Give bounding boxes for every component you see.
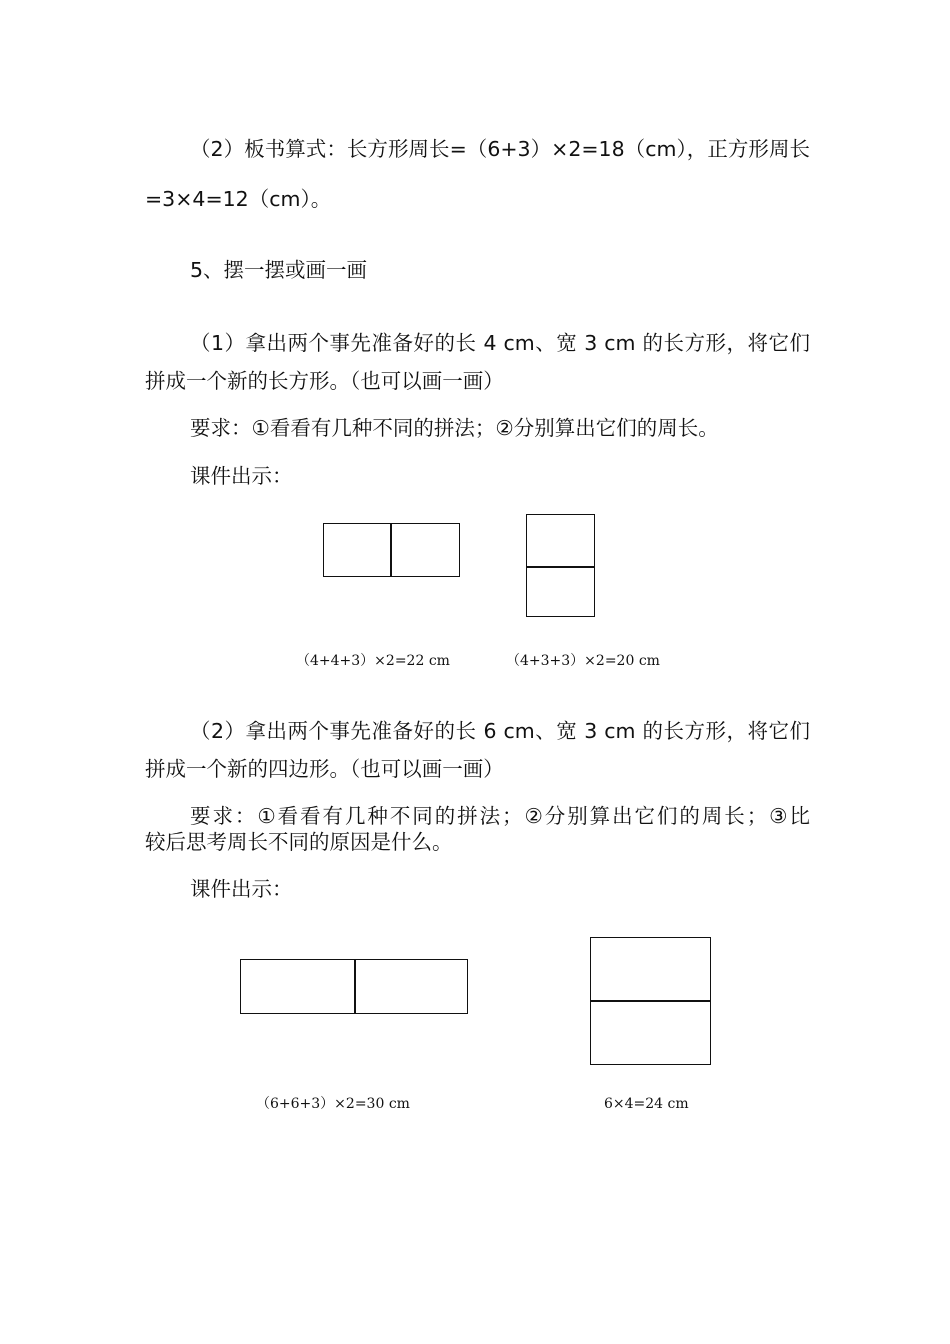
- part2-requirement-line-2: 较后思考周长不同的原因是什么。: [145, 830, 453, 854]
- part1-caption-left: （4+4+3）×2=22 cm: [296, 653, 450, 669]
- part1-caption-right: （4+3+3）×2=20 cm: [506, 653, 660, 669]
- combined-rectangle-outline: [323, 523, 460, 577]
- part2-caption-right: 6×4=24 cm: [604, 1096, 689, 1112]
- part2-caption-left: （6+6+3）×2=30 cm: [256, 1096, 410, 1112]
- rectangle-divider: [390, 523, 392, 577]
- rectangle-divider: [526, 566, 595, 568]
- part2-instruction-line-1: （2）拿出两个事先准备好的长 6 cm、宽 3 cm 的长方形，将它们: [190, 719, 810, 743]
- rectangle-divider: [590, 1000, 711, 1002]
- part2-requirement-line-1: 要求：①看看有几种不同的拼法；②分别算出它们的周长；③比: [190, 804, 810, 828]
- part2-display-label: 课件出示：: [190, 877, 293, 901]
- part1-requirement: 要求：①看看有几种不同的拼法；②分别算出它们的周长。: [190, 416, 719, 440]
- part2-instruction-line-2: 拼成一个新的四边形。（也可以画一画）: [145, 757, 504, 781]
- formula-line-1: （2）板书算式：长方形周长=（6+3）×2=18（cm），正方形周长: [190, 137, 810, 161]
- part1-display-label: 课件出示：: [190, 464, 293, 488]
- part1-instruction-line-1: （1）拿出两个事先准备好的长 4 cm、宽 3 cm 的长方形，将它们: [190, 331, 810, 355]
- section-heading: 5、摆一摆或画一画: [190, 258, 368, 282]
- part1-instruction-line-2: 拼成一个新的长方形。（也可以画一画）: [145, 369, 504, 393]
- rectangle-divider: [354, 959, 356, 1014]
- formula-line-2: =3×4=12（cm）。: [145, 187, 332, 211]
